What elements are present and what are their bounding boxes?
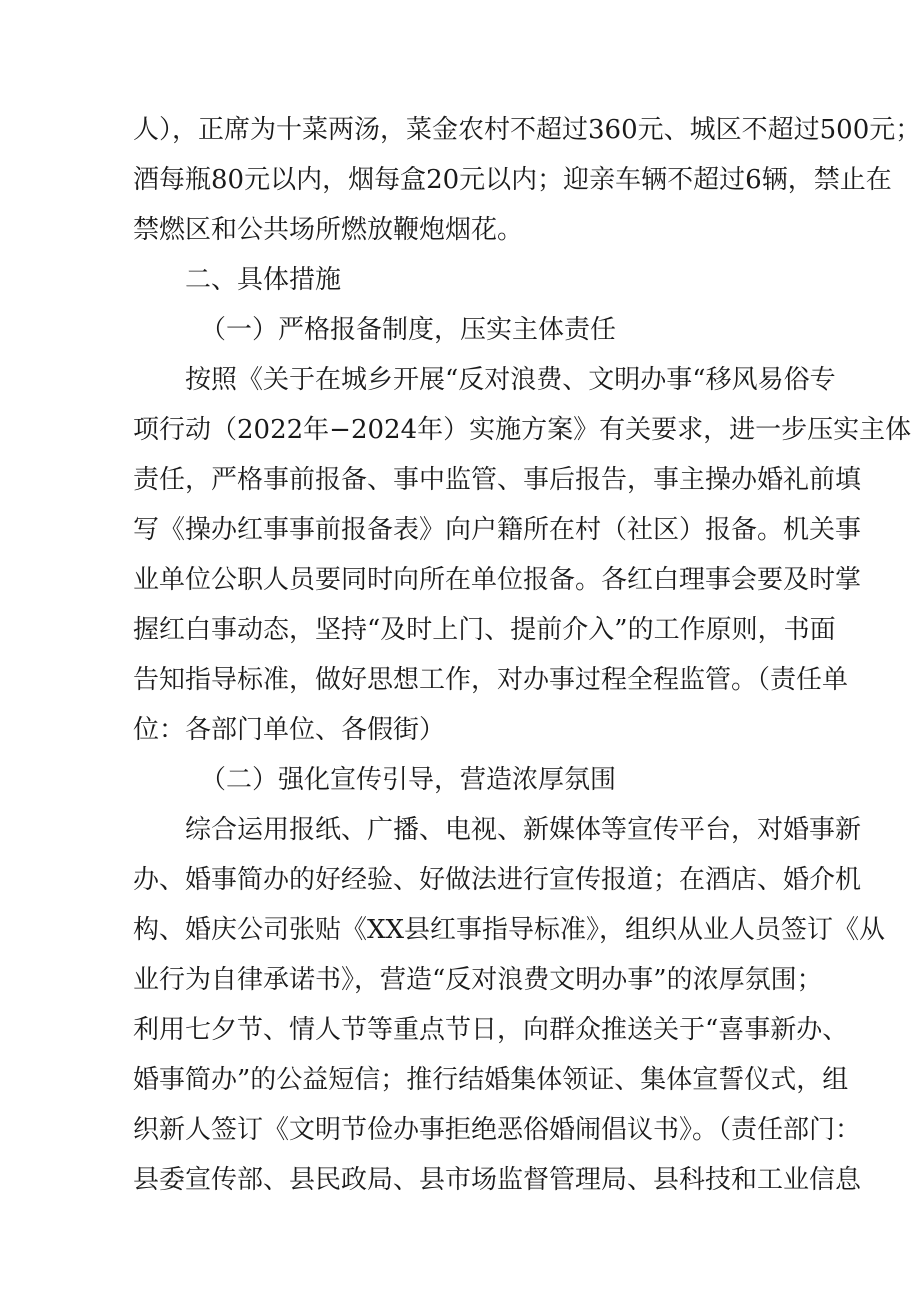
paragraph-1-line-3: 责任，严格事前报备、事中监管、事后报告，事主操办婚礼前填	[133, 465, 862, 495]
paragraph-2-line-8: 县委宣传部、县民政局、县市场监督管理局、县科技和工业信息	[133, 1165, 862, 1195]
paragraph-1-line-2: 项行动（2022年−2024年）实施方案》有关要求，进一步压实主体	[133, 415, 912, 445]
section-heading: 二、具体措施	[185, 265, 342, 295]
subsection-heading-2: （二）强化宣传引导，营造浓厚氛围	[200, 765, 617, 795]
paragraph-2-line-1: 综合运用报纸、广播、电视、新媒体等宣传平台，对婚事新	[185, 815, 862, 845]
text-line-1: 人），正席为十菜两汤，菜金农村不超过360元、城区不超过500元；	[133, 115, 921, 145]
paragraph-2-line-6: 婚事简办”的公益短信；推行结婚集体领证、集体宣誓仪式，组	[133, 1065, 849, 1095]
subsection-heading-1: （一）严格报备制度，压实主体责任	[200, 315, 617, 345]
paragraph-2-line-3: 构、婚庆公司张贴《XX县红事指导标准》，组织从业人员签订《从	[133, 915, 886, 945]
paragraph-1-line-1: 按照《关于在城乡开展“反对浪费、文明办事“移风易俗专	[185, 365, 836, 395]
paragraph-1-line-4: 写《操办红事事前报备表》向户籍所在村（社区）报备。机关事	[133, 515, 862, 545]
paragraph-1-line-8: 位：各部门单位、各假街）	[133, 715, 446, 745]
paragraph-2-line-7: 织新人签订《文明节俭办事拒绝恶俗婚闹倡议书》。（责任部门：	[133, 1115, 862, 1145]
paragraph-2-line-4: 业行为自律承诺书》，营造“反对浪费文明办事”的浓厚氛围；	[133, 965, 823, 995]
text-line-3: 禁燃区和公共场所燃放鞭炮烟花。	[133, 215, 524, 245]
paragraph-1-line-7: 告知指导标准，做好思想工作，对办事过程全程监管。（责任单	[133, 665, 849, 695]
paragraph-2-line-5: 利用七夕节、情人节等重点节日，向群众推送关于“喜事新办、	[133, 1015, 849, 1045]
text-line-2: 酒每瓶80元以内，烟每盒20元以内；迎亲车辆不超过6辆，禁止在	[133, 165, 892, 195]
paragraph-1-line-5: 业单位公职人员要同时向所在单位报备。各红白理事会要及时掌	[133, 565, 862, 595]
paragraph-1-line-6: 握红白事动态，坚持“及时上门、提前介入”的工作原则，书面	[133, 615, 836, 645]
paragraph-2-line-2: 办、婚事简办的好经验、好做法进行宣传报道；在酒店、婚介机	[133, 865, 862, 895]
